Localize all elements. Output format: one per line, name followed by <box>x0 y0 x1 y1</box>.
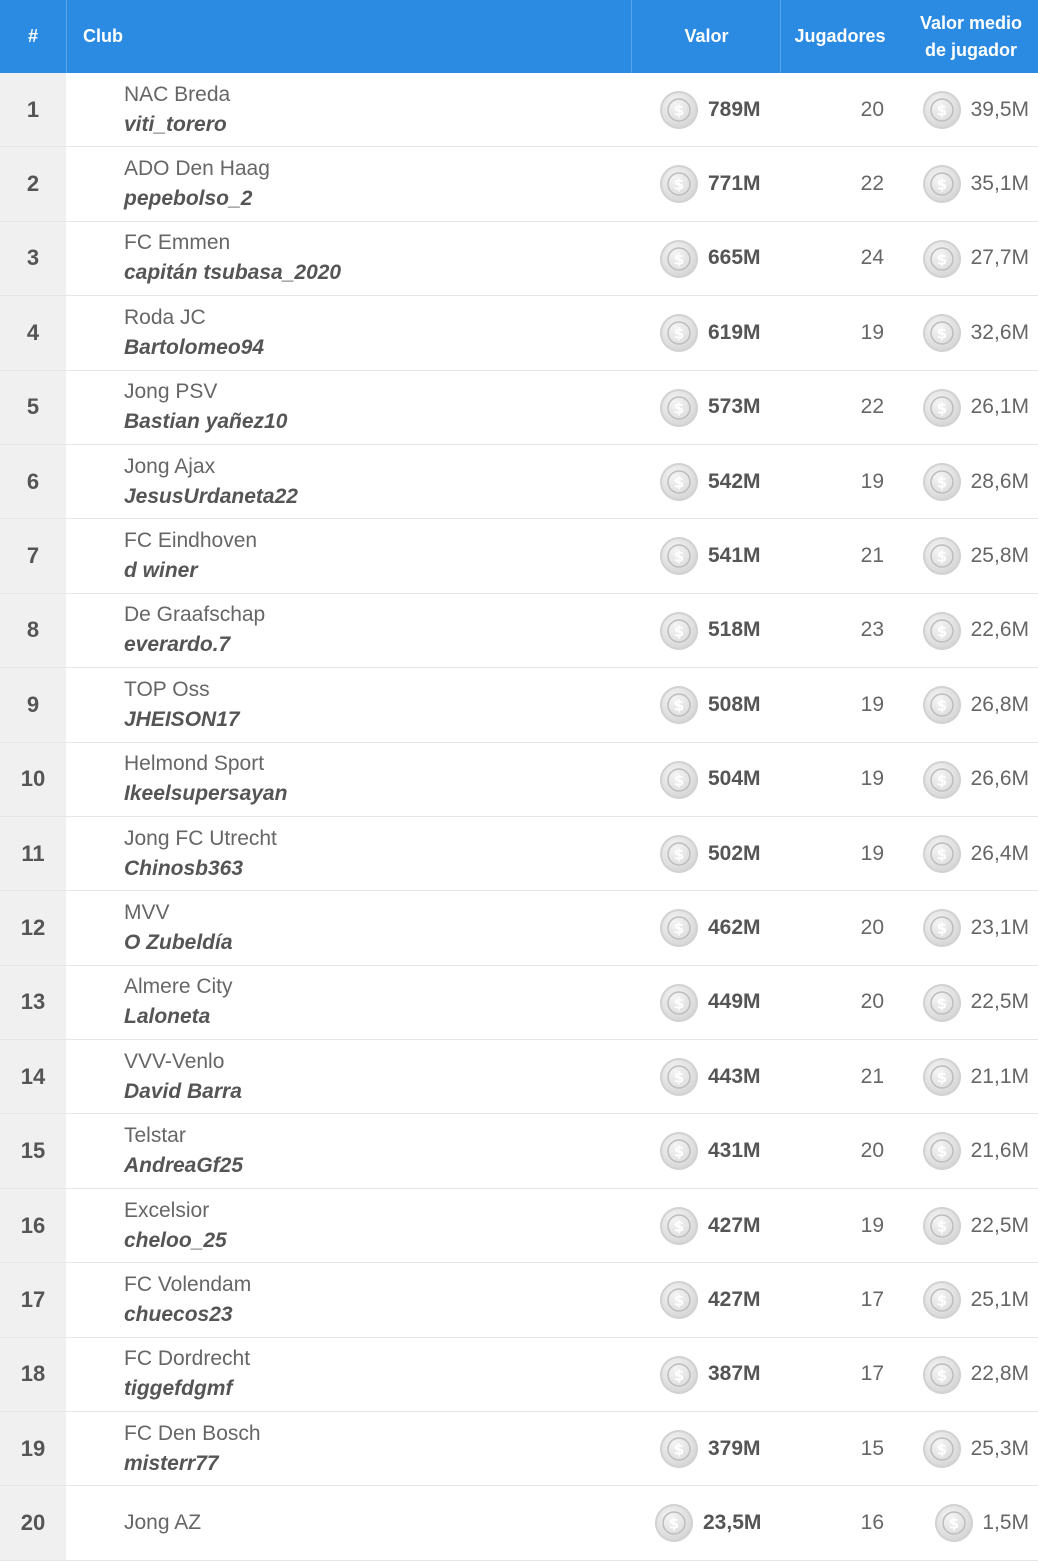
coin-icon <box>660 909 698 947</box>
club-value: 23,5M <box>703 1511 762 1535</box>
club-name[interactable]: Almere City <box>124 975 233 999</box>
rank-cell: 7 <box>0 519 66 592</box>
club-name[interactable]: Jong AZ <box>124 1511 202 1535</box>
dollar-glyph <box>666 767 692 793</box>
rank-cell: 17 <box>0 1263 66 1336</box>
svg-text:$: $ <box>673 1440 685 1459</box>
coin-icon <box>660 1058 698 1096</box>
club-value: 619M <box>708 320 761 344</box>
coin-icon <box>923 984 961 1022</box>
header-avg-line2: de jugador <box>924 39 1017 60</box>
dollar-glyph <box>666 1287 692 1313</box>
table-row[interactable] <box>0 222 1038 296</box>
header-club[interactable]: Club <box>67 0 632 73</box>
rank-cell: 15 <box>0 1114 66 1187</box>
avg-player-value: 22,6M <box>970 618 1029 642</box>
club-name[interactable]: Telstar <box>124 1124 186 1148</box>
club-value: 518M <box>708 618 761 642</box>
table-row[interactable] <box>0 445 1038 519</box>
club-value: 449M <box>708 990 761 1014</box>
club-cell[interactable] <box>124 743 287 816</box>
coin-icon <box>660 463 698 501</box>
rank-cell: 16 <box>0 1189 66 1262</box>
table-row[interactable] <box>0 817 1038 891</box>
club-cell[interactable] <box>124 147 270 220</box>
club-cell[interactable] <box>124 966 233 1039</box>
svg-text:$: $ <box>948 1514 960 1533</box>
coin-icon <box>923 165 961 203</box>
coin-icon <box>660 91 698 129</box>
svg-text:$: $ <box>936 1366 948 1385</box>
coin-icon <box>923 1058 961 1096</box>
club-name[interactable]: FC Eindhoven <box>124 529 258 553</box>
club-name[interactable]: Jong FC Utrecht <box>124 826 277 850</box>
table-row[interactable] <box>0 1412 1038 1486</box>
dollar-glyph <box>929 469 955 495</box>
svg-text:$: $ <box>936 101 948 120</box>
svg-text:$: $ <box>673 175 685 194</box>
svg-text:$: $ <box>673 1142 685 1161</box>
player-count: 20 <box>860 1139 884 1163</box>
club-value: 573M <box>708 395 761 419</box>
coin-icon <box>660 165 698 203</box>
table-row[interactable] <box>0 1189 1038 1263</box>
dollar-glyph <box>929 97 955 123</box>
player-count: 20 <box>860 97 884 121</box>
manager-name[interactable]: Chinosb363 <box>124 856 244 880</box>
dollar-glyph <box>666 395 692 421</box>
svg-text:$: $ <box>936 1217 948 1236</box>
club-name[interactable]: VVV-Venlo <box>124 1049 225 1073</box>
player-count: 19 <box>860 320 884 344</box>
player-count: 19 <box>860 692 884 716</box>
manager-name[interactable]: cheloo_25 <box>124 1228 227 1252</box>
coin-icon <box>923 761 961 799</box>
rank-cell: 1 <box>0 73 66 146</box>
club-cell[interactable] <box>124 594 265 667</box>
dollar-glyph <box>929 618 955 644</box>
svg-text:$: $ <box>936 399 948 418</box>
club-name[interactable]: De Graafschap <box>124 603 266 627</box>
dollar-glyph <box>666 990 692 1016</box>
coin-icon <box>660 314 698 352</box>
coin-icon <box>923 463 961 501</box>
coin-icon <box>923 389 961 427</box>
avg-player-value: 25,1M <box>970 1287 1029 1311</box>
dollar-glyph <box>666 97 692 123</box>
svg-text:$: $ <box>668 1514 680 1533</box>
club-cell[interactable] <box>124 1486 201 1559</box>
coin-icon <box>660 835 698 873</box>
coin-icon <box>660 686 698 724</box>
player-count: 17 <box>860 1362 884 1386</box>
club-name[interactable]: Jong PSV <box>124 380 218 404</box>
dollar-glyph <box>941 1510 967 1536</box>
rank-cell: 18 <box>0 1338 66 1411</box>
coin-icon <box>660 389 698 427</box>
avg-player-value: 22,8M <box>970 1362 1029 1386</box>
dollar-glyph <box>666 1064 692 1090</box>
avg-player-value: 39,5M <box>970 97 1029 121</box>
club-cell[interactable] <box>124 222 341 295</box>
avg-player-value: 26,8M <box>970 692 1029 716</box>
dollar-glyph <box>929 1362 955 1388</box>
dollar-glyph <box>666 469 692 495</box>
coin-icon <box>923 91 961 129</box>
table-row[interactable] <box>0 371 1038 445</box>
coin-icon <box>923 1356 961 1394</box>
club-name[interactable]: FC Den Bosch <box>124 1421 261 1445</box>
club-cell[interactable] <box>124 73 230 146</box>
coin-icon <box>923 314 961 352</box>
club-cell[interactable] <box>124 1263 251 1336</box>
dollar-glyph <box>929 320 955 346</box>
rank-cell: 20 <box>0 1486 66 1559</box>
svg-text:$: $ <box>673 1068 685 1087</box>
club-value: 502M <box>708 841 761 865</box>
dollar-glyph <box>666 915 692 941</box>
coin-icon <box>923 240 961 278</box>
table-row[interactable] <box>0 891 1038 965</box>
club-cell[interactable] <box>124 1040 242 1113</box>
club-name[interactable]: FC Emmen <box>124 231 231 255</box>
svg-text:$: $ <box>936 1142 948 1161</box>
header-avg-line1: Valor medio <box>919 12 1023 33</box>
club-value: 771M <box>708 172 761 196</box>
player-count: 21 <box>860 1064 884 1088</box>
table-row[interactable] <box>0 1040 1038 1114</box>
header-valor[interactable]: Valor <box>633 0 781 73</box>
club-cell[interactable] <box>124 296 264 369</box>
coin-icon <box>923 1430 961 1468</box>
dollar-glyph <box>929 990 955 1016</box>
player-count: 16 <box>860 1511 884 1535</box>
dollar-glyph <box>666 1362 692 1388</box>
coin-icon <box>923 1132 961 1170</box>
dollar-glyph <box>929 1138 955 1164</box>
club-value: 379M <box>708 1436 761 1460</box>
player-count: 20 <box>860 990 884 1014</box>
svg-text:$: $ <box>936 175 948 194</box>
svg-text:$: $ <box>673 622 685 641</box>
manager-name[interactable]: Laloneta <box>124 1005 211 1029</box>
rank-cell: 6 <box>0 445 66 518</box>
dollar-glyph <box>929 395 955 421</box>
coin-icon <box>660 761 698 799</box>
svg-text:$: $ <box>673 771 685 790</box>
dollar-glyph <box>929 1213 955 1239</box>
dollar-glyph <box>929 171 955 197</box>
club-value: 541M <box>708 544 761 568</box>
svg-text:$: $ <box>673 845 685 864</box>
club-cell[interactable] <box>124 371 287 444</box>
header-jugadores[interactable]: Jugadores <box>794 26 886 46</box>
club-value: 789M <box>708 97 761 121</box>
club-value: 542M <box>708 469 761 493</box>
player-count: 19 <box>860 469 884 493</box>
svg-text:$: $ <box>673 250 685 269</box>
avg-player-value: 21,6M <box>970 1139 1029 1163</box>
coin-icon <box>660 1430 698 1468</box>
club-name[interactable]: Jong Ajax <box>124 454 216 478</box>
avg-player-value: 35,1M <box>970 172 1029 196</box>
avg-player-value: 26,4M <box>970 841 1029 865</box>
avg-player-value: 26,6M <box>970 767 1029 791</box>
club-cell[interactable] <box>124 1189 227 1262</box>
player-count: 17 <box>860 1287 884 1311</box>
manager-name[interactable]: tiggefdgmf <box>124 1377 233 1401</box>
table-row[interactable] <box>0 73 1038 147</box>
svg-text:$: $ <box>936 250 948 269</box>
table-row[interactable] <box>0 594 1038 668</box>
svg-text:$: $ <box>936 994 948 1013</box>
avg-player-value: 32,6M <box>970 320 1029 344</box>
manager-name[interactable]: JHEISON17 <box>124 707 240 731</box>
rank-cell: 4 <box>0 296 66 369</box>
coin-icon <box>923 612 961 650</box>
club-name[interactable]: Roda JC <box>124 305 206 329</box>
dollar-glyph <box>666 841 692 867</box>
svg-text:$: $ <box>936 696 948 715</box>
dollar-glyph <box>929 1436 955 1462</box>
club-name[interactable]: FC Dordrecht <box>124 1347 251 1371</box>
club-name[interactable]: FC Volendam <box>124 1272 252 1296</box>
rank-cell: 19 <box>0 1412 66 1485</box>
player-count: 20 <box>860 915 884 939</box>
coin-icon <box>660 612 698 650</box>
table-header <box>0 0 1038 73</box>
manager-name[interactable]: Ikeelsupersayan <box>124 782 288 806</box>
dollar-glyph <box>929 246 955 272</box>
coin-icon <box>935 1504 973 1542</box>
dollar-glyph <box>666 246 692 272</box>
coin-icon <box>923 1207 961 1245</box>
coin-icon <box>923 909 961 947</box>
table-body <box>0 73 1038 1561</box>
table-row[interactable] <box>0 668 1038 742</box>
dollar-glyph <box>666 618 692 644</box>
dollar-glyph <box>929 543 955 569</box>
manager-name[interactable]: chuecos23 <box>124 1302 233 1326</box>
player-count: 19 <box>860 767 884 791</box>
avg-player-value: 23,1M <box>970 915 1029 939</box>
table-row[interactable] <box>0 966 1038 1040</box>
manager-name[interactable]: Bartolomeo94 <box>124 335 265 359</box>
table-row[interactable] <box>0 743 1038 817</box>
manager-name[interactable]: Bastian yañez10 <box>124 410 288 434</box>
manager-name[interactable]: d winer <box>124 559 198 583</box>
rank-cell: 10 <box>0 743 66 816</box>
dollar-glyph <box>929 767 955 793</box>
club-value: 431M <box>708 1139 761 1163</box>
club-value: 443M <box>708 1064 761 1088</box>
club-name[interactable]: ADO Den Haag <box>124 157 270 181</box>
player-count: 22 <box>860 172 884 196</box>
rank-cell: 8 <box>0 594 66 667</box>
manager-name[interactable]: O Zubeldía <box>124 930 233 954</box>
manager-name[interactable]: viti_torero <box>124 112 227 136</box>
avg-player-value: 22,5M <box>970 1213 1029 1237</box>
dollar-glyph <box>929 841 955 867</box>
svg-text:$: $ <box>936 845 948 864</box>
dollar-glyph <box>929 692 955 718</box>
svg-text:$: $ <box>673 919 685 938</box>
club-value: 665M <box>708 246 761 270</box>
dollar-glyph <box>666 320 692 346</box>
club-value: 508M <box>708 692 761 716</box>
club-cell[interactable] <box>124 445 298 518</box>
table-row[interactable] <box>0 296 1038 370</box>
coin-icon <box>660 1281 698 1319</box>
rank-cell: 14 <box>0 1040 66 1113</box>
svg-text:$: $ <box>673 399 685 418</box>
svg-text:$: $ <box>936 771 948 790</box>
coin-icon <box>660 1132 698 1170</box>
svg-text:$: $ <box>673 473 685 492</box>
coin-icon <box>660 240 698 278</box>
dollar-glyph <box>666 171 692 197</box>
club-cell[interactable] <box>124 519 257 592</box>
club-value: 427M <box>708 1213 761 1237</box>
club-cell[interactable] <box>124 891 233 964</box>
svg-text:$: $ <box>673 324 685 343</box>
svg-text:$: $ <box>673 547 685 566</box>
rank-cell: 5 <box>0 371 66 444</box>
dollar-glyph <box>929 1064 955 1090</box>
club-name[interactable]: TOP Oss <box>124 677 210 701</box>
avg-player-value: 27,7M <box>970 246 1029 270</box>
club-cell[interactable] <box>124 1114 243 1187</box>
club-name[interactable]: Helmond Sport <box>124 752 265 776</box>
table-row[interactable] <box>0 519 1038 593</box>
coin-icon <box>923 835 961 873</box>
manager-name[interactable]: JesusUrdaneta22 <box>124 484 298 508</box>
manager-name[interactable]: misterr77 <box>124 1451 219 1475</box>
avg-player-value: 26,1M <box>970 395 1029 419</box>
table-row[interactable] <box>0 1338 1038 1412</box>
rank-cell: 3 <box>0 222 66 295</box>
coin-icon <box>660 1207 698 1245</box>
header-rank[interactable]: # <box>0 0 67 73</box>
dollar-glyph <box>666 692 692 718</box>
player-count: 23 <box>860 618 884 642</box>
dollar-glyph <box>929 1287 955 1313</box>
svg-text:$: $ <box>936 547 948 566</box>
svg-text:$: $ <box>936 1440 948 1459</box>
avg-player-value: 28,6M <box>970 469 1029 493</box>
rank-cell: 12 <box>0 891 66 964</box>
rank-cell: 9 <box>0 668 66 741</box>
dollar-glyph <box>929 915 955 941</box>
dollar-glyph <box>661 1510 687 1536</box>
table-row[interactable] <box>0 1263 1038 1337</box>
club-cell[interactable] <box>124 1412 261 1485</box>
player-count: 19 <box>860 1213 884 1237</box>
dollar-glyph <box>666 1138 692 1164</box>
avg-player-value: 1,5M <box>982 1511 1029 1535</box>
club-value: 387M <box>708 1362 761 1386</box>
svg-text:$: $ <box>673 101 685 120</box>
club-cell[interactable] <box>124 1338 250 1411</box>
header-valor-medio[interactable] <box>904 0 1038 73</box>
dollar-glyph <box>666 543 692 569</box>
manager-name[interactable]: everardo.7 <box>124 633 231 657</box>
coin-icon <box>660 537 698 575</box>
rank-cell: 11 <box>0 817 66 890</box>
dollar-glyph <box>666 1213 692 1239</box>
svg-text:$: $ <box>936 919 948 938</box>
manager-name[interactable]: David Barra <box>124 1079 242 1103</box>
club-cell[interactable] <box>124 668 240 741</box>
avg-player-value: 25,3M <box>970 1436 1029 1460</box>
club-value: 462M <box>708 915 761 939</box>
table-row[interactable] <box>0 1114 1038 1188</box>
club-name[interactable]: MVV <box>124 900 170 924</box>
manager-name[interactable]: pepebolso_2 <box>124 187 253 211</box>
club-value: 427M <box>708 1287 761 1311</box>
svg-text:$: $ <box>936 622 948 641</box>
table-row[interactable] <box>0 1486 1038 1560</box>
manager-name[interactable]: AndreaGf25 <box>124 1154 244 1178</box>
svg-text:$: $ <box>936 1291 948 1310</box>
avg-player-value: 25,8M <box>970 544 1029 568</box>
svg-text:$: $ <box>673 994 685 1013</box>
player-count: 19 <box>860 841 884 865</box>
svg-text:$: $ <box>673 1217 685 1236</box>
rank-cell: 2 <box>0 147 66 220</box>
coin-icon <box>923 686 961 724</box>
svg-text:$: $ <box>936 1068 948 1087</box>
coin-icon <box>660 984 698 1022</box>
table-row[interactable] <box>0 147 1038 221</box>
coin-icon <box>923 537 961 575</box>
player-count: 22 <box>860 395 884 419</box>
svg-text:$: $ <box>936 473 948 492</box>
club-cell[interactable] <box>124 817 277 890</box>
svg-text:$: $ <box>673 1366 685 1385</box>
player-count: 21 <box>860 544 884 568</box>
coin-icon <box>923 1281 961 1319</box>
club-name[interactable]: Excelsior <box>124 1198 210 1222</box>
coin-icon <box>660 1356 698 1394</box>
svg-text:$: $ <box>673 1291 685 1310</box>
svg-text:$: $ <box>936 324 948 343</box>
player-count: 15 <box>860 1436 884 1460</box>
coin-icon <box>655 1504 693 1542</box>
club-value: 504M <box>708 767 761 791</box>
player-count: 24 <box>860 246 884 270</box>
avg-player-value: 22,5M <box>970 990 1029 1014</box>
dollar-glyph <box>666 1436 692 1462</box>
svg-text:$: $ <box>673 696 685 715</box>
avg-player-value: 21,1M <box>970 1064 1029 1088</box>
club-name[interactable]: NAC Breda <box>124 82 231 106</box>
manager-name[interactable]: capitán tsubasa_2020 <box>124 261 342 285</box>
rank-cell: 13 <box>0 966 66 1039</box>
